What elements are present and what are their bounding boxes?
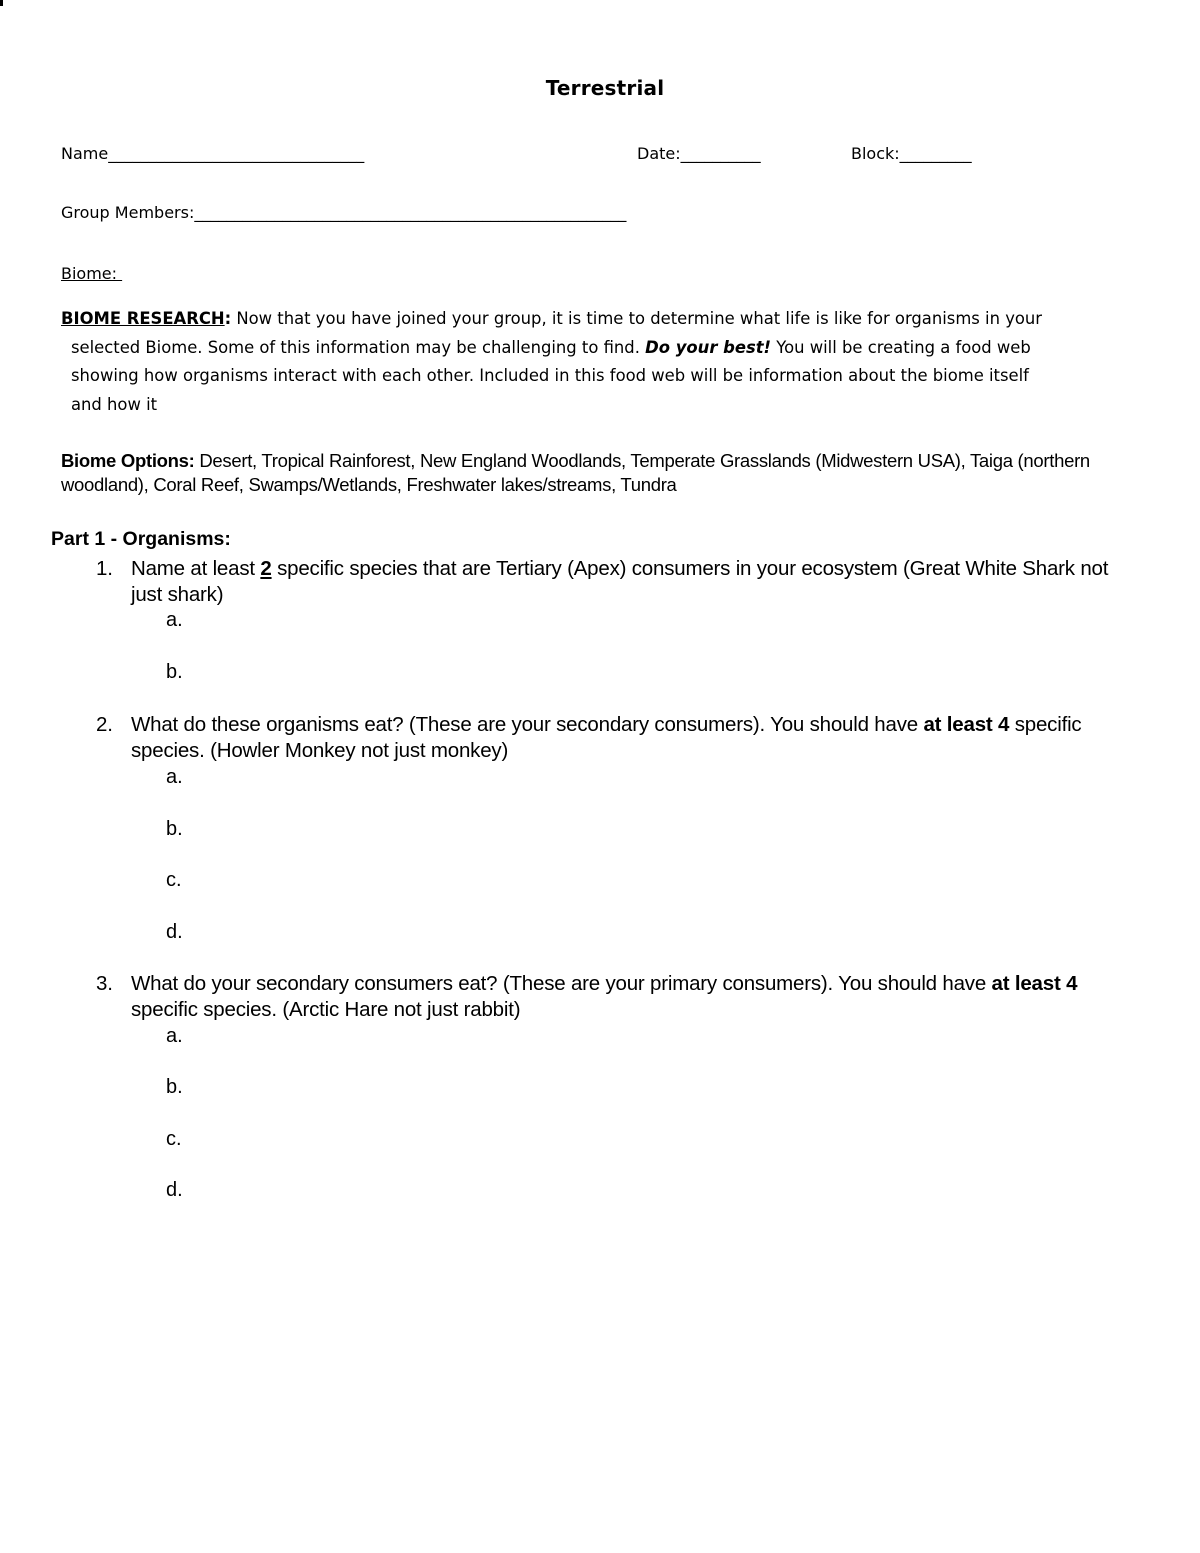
date-field[interactable]: Date:__________ xyxy=(637,144,761,163)
question-number: 2. xyxy=(96,713,113,736)
name-field[interactable]: Name________________________________ xyxy=(61,144,365,163)
question-text: specific species. (Arctic Hare not just rabbit) xyxy=(131,998,521,1021)
answer-item[interactable]: c. xyxy=(166,1128,182,1150)
question-emphasis: at least 4 xyxy=(923,713,1010,736)
answer-item[interactable]: a. xyxy=(166,609,183,631)
block-field[interactable]: Block:_________ xyxy=(851,144,972,163)
biome-options xyxy=(61,449,1151,497)
page-title: Terrestrial xyxy=(545,76,665,100)
biome-field[interactable]: Biome: xyxy=(61,264,123,283)
biome-research-paragraph xyxy=(61,305,1121,419)
research-text-4: showing how organisms interact with each other. Included in this food web will be information about the biome itself xyxy=(71,366,1029,385)
answer-item[interactable]: c. xyxy=(166,869,182,891)
biome-options-text: Desert, Tropical Rainforest, New England Woodlands, Temperate Grasslands (Midwestern USA), Taiga (northern woodland), Coral Reef, Swamps/Wetlands, Freshwater lakes/streams, Tundra xyxy=(61,450,1090,495)
answer-item[interactable]: a. xyxy=(166,766,183,788)
research-text-1: Now that you have joined your group, it is time to determine what life is like for organisms in your xyxy=(231,309,1043,328)
research-colon: : xyxy=(224,309,232,328)
part-1-heading: Part 1 - Organisms: xyxy=(51,528,231,550)
page-corner-mark xyxy=(0,0,3,6)
answer-item[interactable]: b. xyxy=(166,661,183,683)
research-emphasis: Do your best! xyxy=(645,337,772,357)
answer-item[interactable]: b. xyxy=(166,818,183,840)
question-text: specific species. (Howler Monkey not just monkey) xyxy=(131,713,1082,762)
question-number: 1. xyxy=(96,557,113,580)
question-emphasis: 2 xyxy=(260,557,272,580)
question-text: What do these organisms eat? (These are your secondary consumers). You should have xyxy=(131,713,924,736)
research-text-2: selected Biome. Some of this information may be challenging to find. xyxy=(71,337,646,357)
question-emphasis: at least 4 xyxy=(991,972,1078,995)
question-number: 3. xyxy=(96,972,113,995)
answer-item[interactable]: b. xyxy=(166,1076,183,1098)
research-text-3: You will be creating a food web xyxy=(771,337,1031,357)
question-text: specific species that are Tertiary (Apex) consumers in your ecosystem (Great White Shark not just shark) xyxy=(131,557,1109,606)
answer-item[interactable]: d. xyxy=(166,1179,183,1201)
group-members-field[interactable]: Group Members:______________________________________________________ xyxy=(61,203,627,222)
question-text: Name at least xyxy=(131,557,261,580)
answer-item[interactable]: a. xyxy=(166,1025,183,1047)
research-heading: BIOME RESEARCH xyxy=(61,309,225,328)
biome-options-label: Biome Options: xyxy=(61,450,195,471)
answer-item[interactable]: d. xyxy=(166,921,183,943)
research-text-5: and how it xyxy=(71,394,158,414)
question-text: What do your secondary consumers eat? (These are your primary consumers). You should have xyxy=(131,972,992,995)
